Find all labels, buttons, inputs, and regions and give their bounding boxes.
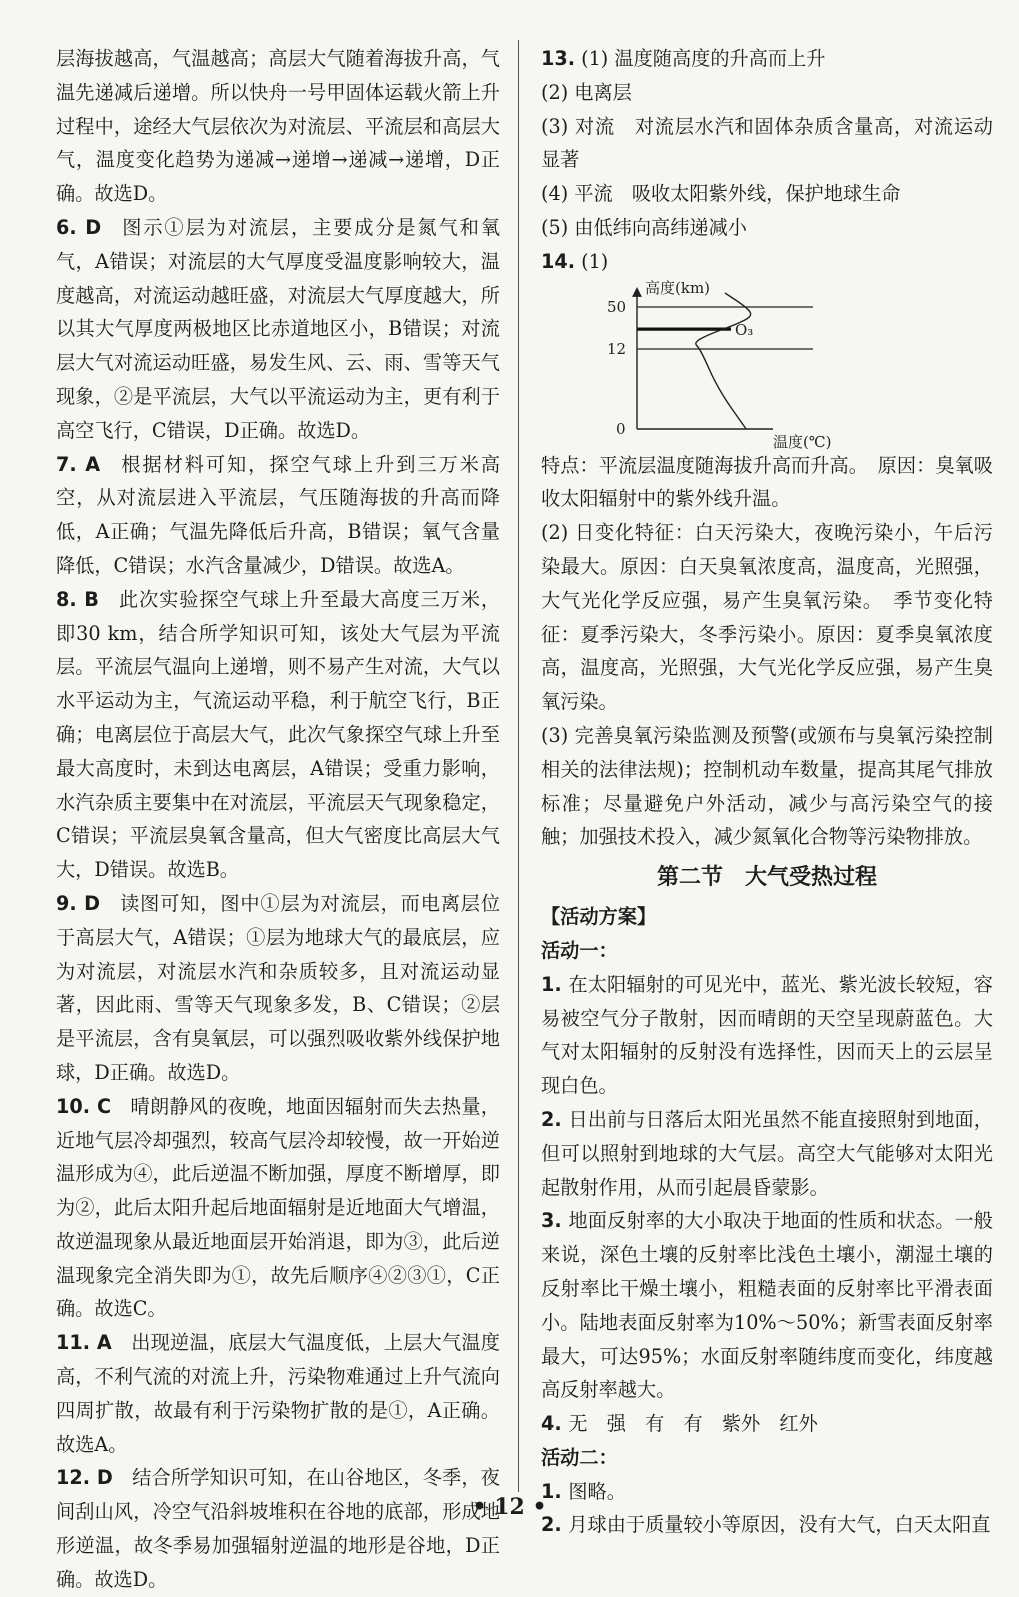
item-text: 月球由于质量较小等原因，没有大气，白天太阳直 xyxy=(568,1513,991,1537)
right-column xyxy=(541,42,993,1542)
x-axis-label: 温度(℃) xyxy=(773,432,832,449)
answer-text: 晴朗静风的夜晚，地面因辐射而失去热量，近地气层冷却强烈，较高气层冷却较慢，故一开始逆温形成为④，此后逆温不断加强，厚度不断增厚，即为②，此后太阳升起后地面辐射是近地面大气增温，故逆温现象从最近地面层开始消退，即为③，此后逆温现象完全消失即为①，故先后顺序④②③①，C正确。故选C。 xyxy=(56,1094,500,1321)
page-number: • 12 • xyxy=(472,1494,547,1520)
temperature-altitude-chart xyxy=(541,279,993,449)
question-number: 11. A xyxy=(56,1331,112,1355)
question-number: 12. D xyxy=(56,1466,113,1490)
item-number: 1. xyxy=(541,972,569,996)
answer-text: 读图可知，图中①层为对流层，而电离层位于高层大气，A错误；①层为地球大气的最底层，应为对流层，对流层水汽和杂质较多，且对流运动显著，因此雨、雪等天气现象多发，B、C错误；②层是平流层，含有臭氧层，可以强烈吸收紫外线保护地球，D正确。故选D。 xyxy=(56,891,501,1084)
item-number: 1. xyxy=(541,1479,569,1503)
temperature-curve xyxy=(696,293,754,429)
question-number: 13. xyxy=(541,47,575,70)
question-number: 7. A xyxy=(56,452,101,476)
sub-number: (1) xyxy=(581,249,609,273)
activity-item xyxy=(541,1407,993,1441)
continued-text: 层海拔越高，气温越高；高层大气随着海拔升高，气温先递减后递增。所以快舟一号甲固体运载火箭上升过程中，途经大气层依次为对流层、平流层和高层大气，温度变化趋势为递减→递增→递减→递增，D正确。故选D。 xyxy=(56,47,500,206)
y-tick-label: 12 xyxy=(607,339,627,358)
item-number: 4. xyxy=(541,1412,569,1436)
item-number: 2. xyxy=(541,1107,569,1131)
q13-line-5: (5) 由低纬向高纬递减小 xyxy=(541,215,747,239)
y-axis-label: 高度(km) xyxy=(645,278,711,297)
answer-item xyxy=(56,1090,500,1327)
q14-answer-2: (2) 日变化特征：白天污染大，夜晚污染小，午后污染最大。原因：白天臭氧浓度高，温度高，光照强，大气光化学反应强，易产生臭氧污染。 季节变化特征：夏季污染大，冬季污染小。原因：夏季臭氧浓度高，温度高，光照强，大气光化学反应强，易产生臭氧污染。 xyxy=(541,521,993,714)
answer-item xyxy=(56,1461,500,1596)
activity-item xyxy=(541,1103,993,1204)
question-number: 6. D xyxy=(56,215,102,239)
answer-item xyxy=(56,211,500,448)
item-text: 地面反射率的大小取决于地面的性质和状态。一般来说，深色土壤的反射率比浅色土壤小，潮湿土壤的反射率比干燥土壤小，粗糙表面的反射率比平滑表面小。陆地表面反射率为10%～50%；新雪表面反射率最大，可达95%；水面反射率随纬度而变化，纬度越高反射率越大。 xyxy=(541,1209,993,1402)
q14-head xyxy=(541,245,993,279)
question-number: 10. C xyxy=(56,1094,112,1118)
activity-item xyxy=(541,968,993,1103)
item-text: 日出前与日落后太阳光虽然不能直接照射到地面，但可以照射到地球的大气层。高空大气能够对太阳光起散射作用，从而引起晨昏蒙影。 xyxy=(541,1107,993,1199)
question-number: 8. B xyxy=(56,587,99,611)
q13-line-3: (3) 对流 对流层水汽和固体杂质含量高，对流运动显著 xyxy=(541,114,993,172)
answer-item xyxy=(56,887,500,1090)
q13-line-2: (2) 电离层 xyxy=(541,80,632,104)
activity-1-label: 活动一： xyxy=(541,938,618,962)
activity-1-list xyxy=(541,968,993,1441)
answer-text: 出现逆温，底层大气温度低，上层大气温度高，不利气流的对流上升，污染物难通过上升气流向四周扩散，故最有利于污染物扩散的是①，A正确。故选A。 xyxy=(56,1331,500,1456)
q14-answer-3: (3) 完善臭氧污染监测及预警(或颁布与臭氧污染控制相关的法律法规)；控制机动车数量，提高其尾气排放标准；尽量避免户外活动，减少与高污染空气的接触；加强技术投入，减少氮氧化合物等污染物排放。 xyxy=(541,723,993,849)
q14-answer-1: 特点：平流层温度随海拔升高而升高。 原因：臭氧吸收太阳辐射中的紫外线升温。 xyxy=(541,453,993,511)
q13-line-4: (4) 平流 吸收太阳紫外线，保护地球生命 xyxy=(541,182,901,206)
answer-item xyxy=(56,448,500,583)
y-tick-label: 0 xyxy=(616,419,626,438)
answer-text: 图示①层为对流层，主要成分是氮气和氧气，A错误；对流层的大气厚度受温度影响较大，温度越高，对流运动越旺盛，对流层大气厚度越大，所以其大气厚度两极地区比赤道地区小，B错误；对流层大气对流运动旺盛，易发生风、云、雨、雪等天气现象，②是平流层，大气以平流运动为主，更有利于高空飞行，C错误，D正确。故选D。 xyxy=(56,215,501,442)
question-number: 14. xyxy=(541,249,575,273)
q13-line-1 xyxy=(541,42,993,76)
answer-text: (1) 温度随高度的升高而上升 xyxy=(581,47,826,70)
section-title: 第二节 大气受热过程 xyxy=(656,865,877,891)
activity-2-label: 活动二： xyxy=(541,1445,618,1469)
y-tick-label: 50 xyxy=(607,297,627,316)
item-text: 在太阳辐射的可见光中，蓝光、紫光波长较短，容易被空气分子散射，因而晴朗的天空呈现蔚蓝色。大气对太阳辐射的反射没有选择性，因而天上的云层呈现白色。 xyxy=(541,972,993,1098)
answer-item xyxy=(56,1326,500,1461)
plan-label: 【活动方案】 xyxy=(541,905,657,929)
answer-text: 根据材料可知，探空气球上升到三万米高空，从对流层进入平流层，气压随海拔的升高而降低，A正确；气温先降低后升高，B错误；氧气含量降低，C错误；水汽含量减少，D错误。故选A。 xyxy=(56,452,501,577)
answer-item xyxy=(56,583,500,887)
item-number: 2. xyxy=(541,1513,569,1537)
chart-svg xyxy=(541,279,993,449)
item-number: 3. xyxy=(541,1209,569,1233)
question-number: 9. D xyxy=(56,891,101,915)
answer-text: 此次实验探空气球上升至最大高度三万米，即30 km，结合所学知识可知，该处大气层为平流层。平流层气温向上递增，则不易产生对流，大气以水平运动为主，气流运动平稳，利于航空飞行，B正确；电离层位于高层大气，此次气象探空气球上升至最大高度时，未到达电离层，A错误；受重力影响，水汽杂质主要集中在对流层，平流层天气现象稳定，C错误；平流层臭氧含量高，但大气密度比高层大气大，D错误。故选B。 xyxy=(56,587,501,882)
activity-item xyxy=(541,1204,993,1407)
answer-text: 结合所学知识可知，在山谷地区，冬季，夜间刮山风，冷空气沿斜坡堆积在谷地的底部，形成地形逆温，故冬季易加强辐射逆温的地形是谷地，D正确。故选D。 xyxy=(56,1466,500,1591)
left-column xyxy=(56,42,500,1597)
column-divider xyxy=(518,40,519,1492)
item-text: 无 强 有 有 紫外 红外 xyxy=(568,1412,818,1436)
item-text: 图略。 xyxy=(568,1479,626,1503)
ozone-label: O₃ xyxy=(735,320,754,339)
